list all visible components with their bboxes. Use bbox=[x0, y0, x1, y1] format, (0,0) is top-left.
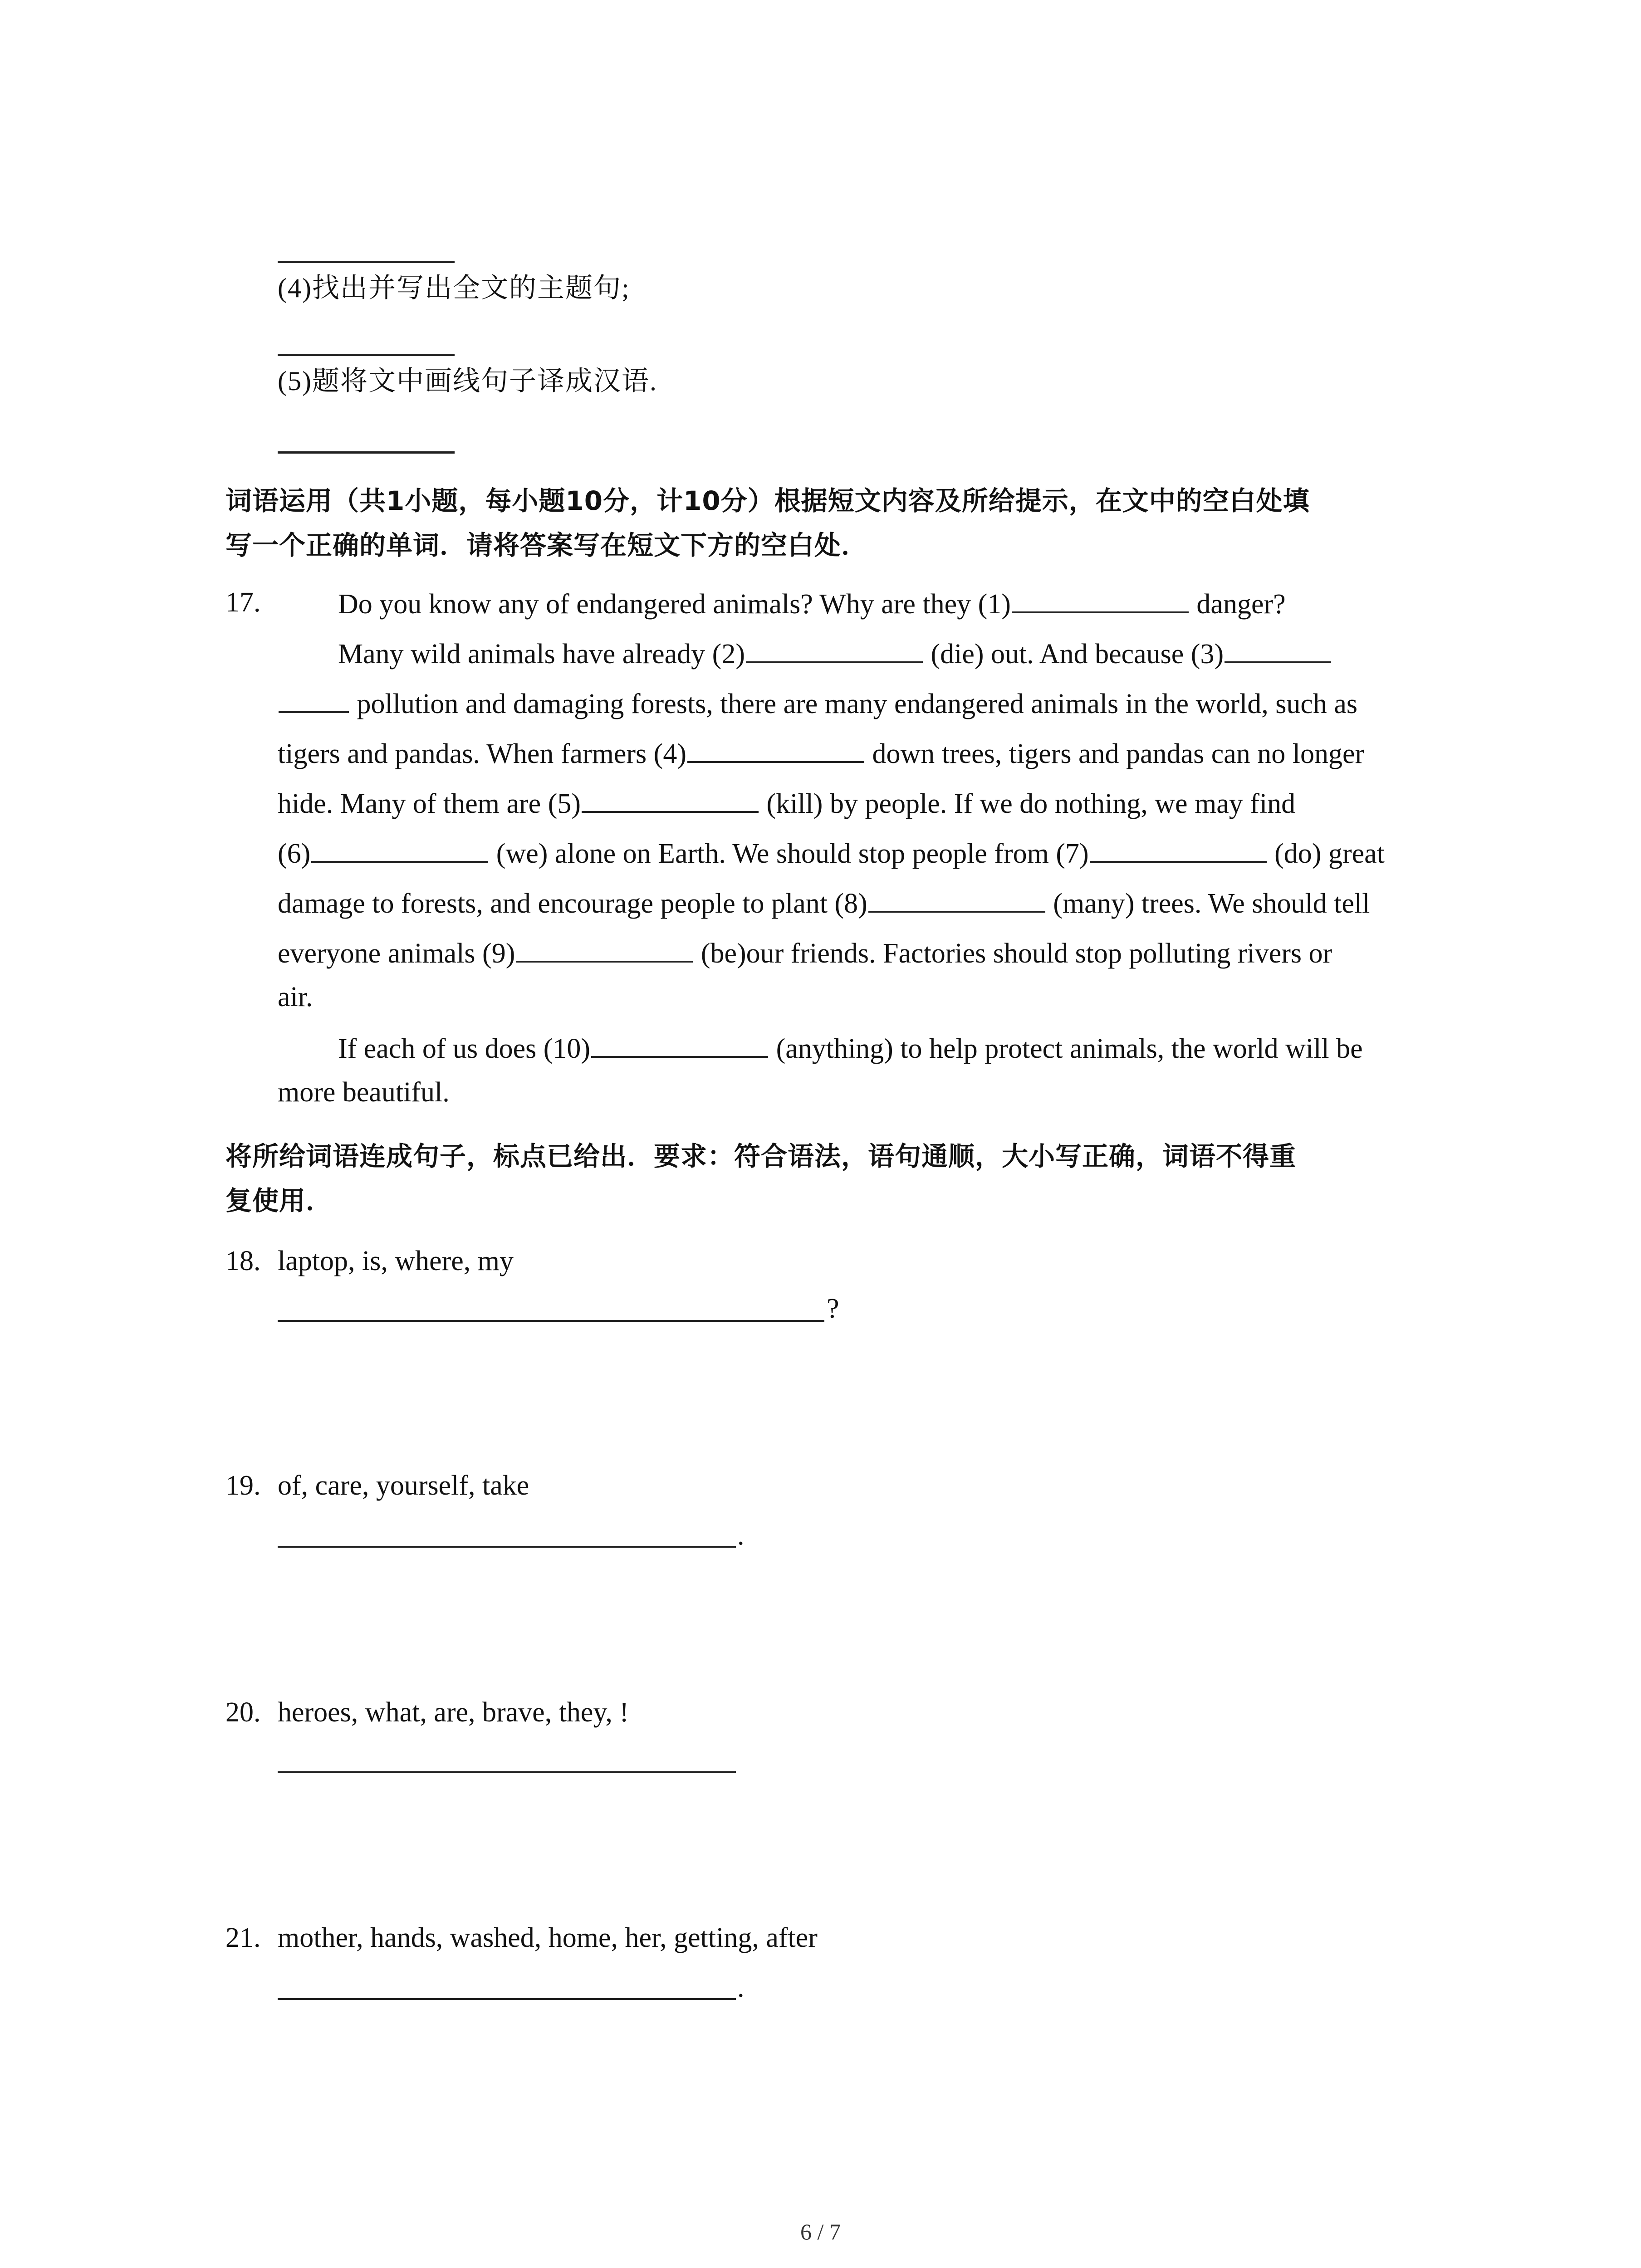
passage-text: If each of us does (10) bbox=[338, 1033, 591, 1064]
blank-4[interactable] bbox=[687, 734, 864, 763]
passage-text: danger? bbox=[1189, 589, 1286, 620]
question-number: 18. bbox=[225, 1246, 261, 1276]
answer-line[interactable] bbox=[278, 1771, 736, 1773]
word-prompt: of, care, yourself, take bbox=[278, 1470, 529, 1501]
passage-text: hide. Many of them are (5) bbox=[278, 788, 581, 819]
passage-text: (do) great bbox=[1267, 838, 1385, 869]
question-number: 17. bbox=[225, 587, 261, 618]
blank-5[interactable] bbox=[582, 784, 759, 813]
passage-line bbox=[278, 784, 1295, 822]
section-heading: 写一个正确的单词．请将答案写在短文下方的空白处． bbox=[225, 530, 868, 561]
answer-punctuation: ? bbox=[827, 1293, 839, 1324]
passage-line bbox=[278, 1074, 450, 1110]
question-5-text: (5)题将文中画线句子译成汉语. bbox=[278, 366, 657, 396]
question-number: 21. bbox=[225, 1922, 261, 1953]
section-heading: 复使用． bbox=[225, 1185, 333, 1216]
answer-blank[interactable] bbox=[278, 354, 455, 356]
word-prompt: mother, hands, washed, home, her, getting, after bbox=[278, 1922, 818, 1953]
passage-text: (6) bbox=[278, 838, 311, 869]
answer-punctuation: . bbox=[737, 1520, 745, 1551]
passage-text: more beautiful. bbox=[278, 1077, 450, 1108]
question-number: 19. bbox=[225, 1470, 261, 1501]
blank-2[interactable] bbox=[746, 634, 923, 663]
passage-line bbox=[278, 979, 313, 1015]
passage-line bbox=[338, 634, 1332, 672]
word-prompt: laptop, is, where, my bbox=[278, 1246, 514, 1276]
passage-text: (kill) by people. If we do nothing, we may find bbox=[759, 788, 1296, 819]
page-number: 6 / 7 bbox=[800, 2219, 841, 2244]
answer-punctuation: . bbox=[737, 1972, 745, 2003]
passage-text: (anything) to help protect animals, the world will be bbox=[769, 1033, 1363, 1064]
blank-10[interactable] bbox=[591, 1029, 768, 1058]
passage-line bbox=[278, 934, 1332, 972]
blank-8[interactable] bbox=[868, 884, 1045, 913]
blank-7[interactable] bbox=[1090, 834, 1267, 863]
passage-text: (we) alone on Earth. We should stop people from (7) bbox=[489, 838, 1089, 869]
passage-line bbox=[278, 834, 1385, 872]
passage-text: (many) trees. We should tell bbox=[1046, 888, 1370, 919]
passage-line bbox=[278, 684, 1357, 722]
blank-6[interactable] bbox=[311, 834, 488, 863]
passage-text: air. bbox=[278, 982, 313, 1012]
section-heading: 将所给词语连成句子，标点已给出．要求：符合语法，语句通顺，大小写正确，词语不得重 bbox=[225, 1141, 1297, 1172]
answer-blank[interactable] bbox=[278, 451, 455, 454]
answer-blank[interactable] bbox=[278, 261, 455, 263]
blank-3-continued[interactable] bbox=[279, 684, 349, 713]
answer-line[interactable] bbox=[278, 1546, 736, 1548]
passage-text: down trees, tigers and pandas can no longer bbox=[865, 738, 1365, 769]
passage-line bbox=[338, 584, 1286, 622]
passage-line bbox=[338, 1029, 1363, 1067]
passage-text: (be)our friends. Factories should stop polluting rivers or bbox=[694, 938, 1332, 969]
passage-text: everyone animals (9) bbox=[278, 938, 515, 969]
passage-text: (die) out. And because (3) bbox=[923, 639, 1224, 670]
passage-line bbox=[278, 884, 1370, 922]
passage-text: damage to forests, and encourage people to plant (8) bbox=[278, 888, 867, 919]
passage-line bbox=[278, 734, 1364, 772]
word-prompt: heroes, what, are, brave, they, ! bbox=[278, 1697, 629, 1728]
blank-1[interactable] bbox=[1012, 584, 1189, 613]
blank-3[interactable] bbox=[1225, 634, 1331, 663]
passage-text: Many wild animals have already (2) bbox=[338, 639, 745, 670]
question-4-text: (4)找出并写出全文的主题句; bbox=[278, 273, 630, 303]
blank-9[interactable] bbox=[516, 934, 693, 963]
answer-line[interactable] bbox=[278, 1320, 824, 1322]
question-number: 20. bbox=[225, 1697, 261, 1728]
answer-line[interactable] bbox=[278, 1998, 736, 2000]
section-heading: 词语运用（共1小题，每小题10分，计10分）根据短文内容及所给提示，在文中的空白处填 bbox=[225, 485, 1310, 516]
passage-text: tigers and pandas. When farmers (4) bbox=[278, 738, 686, 769]
passage-text: Do you know any of endangered animals? Why are they (1) bbox=[338, 589, 1011, 620]
passage-text: pollution and damaging forests, there are many endangered animals in the world, such as bbox=[350, 689, 1358, 719]
